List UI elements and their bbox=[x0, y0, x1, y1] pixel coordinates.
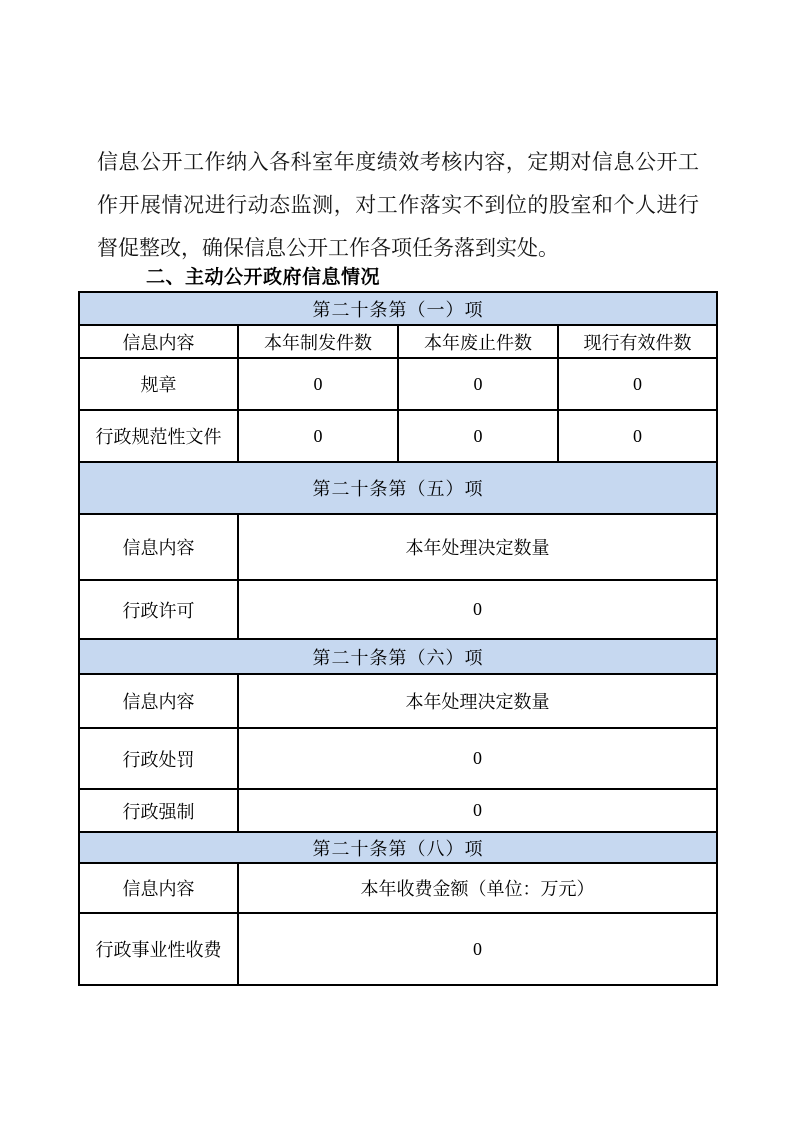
info-disclosure-table bbox=[78, 291, 718, 986]
table-section-header-row bbox=[79, 292, 717, 325]
table-section-header-row bbox=[79, 832, 717, 863]
value-cell: 0 bbox=[398, 358, 558, 410]
row-label-cell: 行政强制 bbox=[79, 789, 238, 832]
column-header-cell: 本年废止件数 bbox=[398, 325, 558, 358]
section-title-cell: 第二十条第（一）项 bbox=[79, 292, 717, 325]
table-row bbox=[79, 514, 717, 580]
section-title-cell: 第二十条第（六）项 bbox=[79, 639, 717, 674]
table-row bbox=[79, 325, 717, 358]
value-cell: 0 bbox=[238, 789, 717, 832]
row-label-cell: 行政处罚 bbox=[79, 728, 238, 789]
section-heading: 二、主动公开政府信息情况 bbox=[146, 267, 381, 288]
row-label-cell: 行政规范性文件 bbox=[79, 410, 238, 462]
row-label-cell: 信息内容 bbox=[79, 514, 238, 580]
row-label-cell: 信息内容 bbox=[79, 863, 238, 913]
table-section-header-row bbox=[79, 462, 717, 514]
table-row bbox=[79, 674, 717, 728]
table-section-header-row bbox=[79, 639, 717, 674]
value-cell: 0 bbox=[238, 358, 398, 410]
row-label-cell: 信息内容 bbox=[79, 674, 238, 728]
row-label-cell: 行政事业性收费 bbox=[79, 913, 238, 985]
row-label-cell: 规章 bbox=[79, 358, 238, 410]
section-title-cell: 第二十条第（八）项 bbox=[79, 832, 717, 863]
column-header-cell: 现行有效件数 bbox=[558, 325, 717, 358]
table-row bbox=[79, 789, 717, 832]
column-header-cell: 本年处理决定数量 bbox=[238, 514, 717, 580]
intro-paragraph: 信息公开工作纳入各科室年度绩效考核内容，定期对信息公开工作开展情况进行动态监测，对工作落实不到位的股室和个人进行督促整改，确保信息公开工作各项任务落到实处。 bbox=[97, 150, 699, 260]
value-cell: 0 bbox=[558, 358, 717, 410]
section-title-cell: 第二十条第（五）项 bbox=[79, 462, 717, 514]
table-row bbox=[79, 580, 717, 639]
table-row bbox=[79, 358, 717, 410]
column-header-cell: 本年收费金额（单位：万元） bbox=[238, 863, 717, 913]
column-header-cell: 本年处理决定数量 bbox=[238, 674, 717, 728]
column-header-cell: 本年制发件数 bbox=[238, 325, 398, 358]
value-cell: 0 bbox=[238, 913, 717, 985]
value-cell: 0 bbox=[238, 728, 717, 789]
value-cell: 0 bbox=[558, 410, 717, 462]
value-cell: 0 bbox=[238, 580, 717, 639]
row-label-cell: 行政许可 bbox=[79, 580, 238, 639]
table-row bbox=[79, 863, 717, 913]
table-row bbox=[79, 728, 717, 789]
value-cell: 0 bbox=[238, 410, 398, 462]
value-cell: 0 bbox=[398, 410, 558, 462]
table-row bbox=[79, 410, 717, 462]
column-header-cell: 信息内容 bbox=[79, 325, 238, 358]
table-row bbox=[79, 913, 717, 985]
